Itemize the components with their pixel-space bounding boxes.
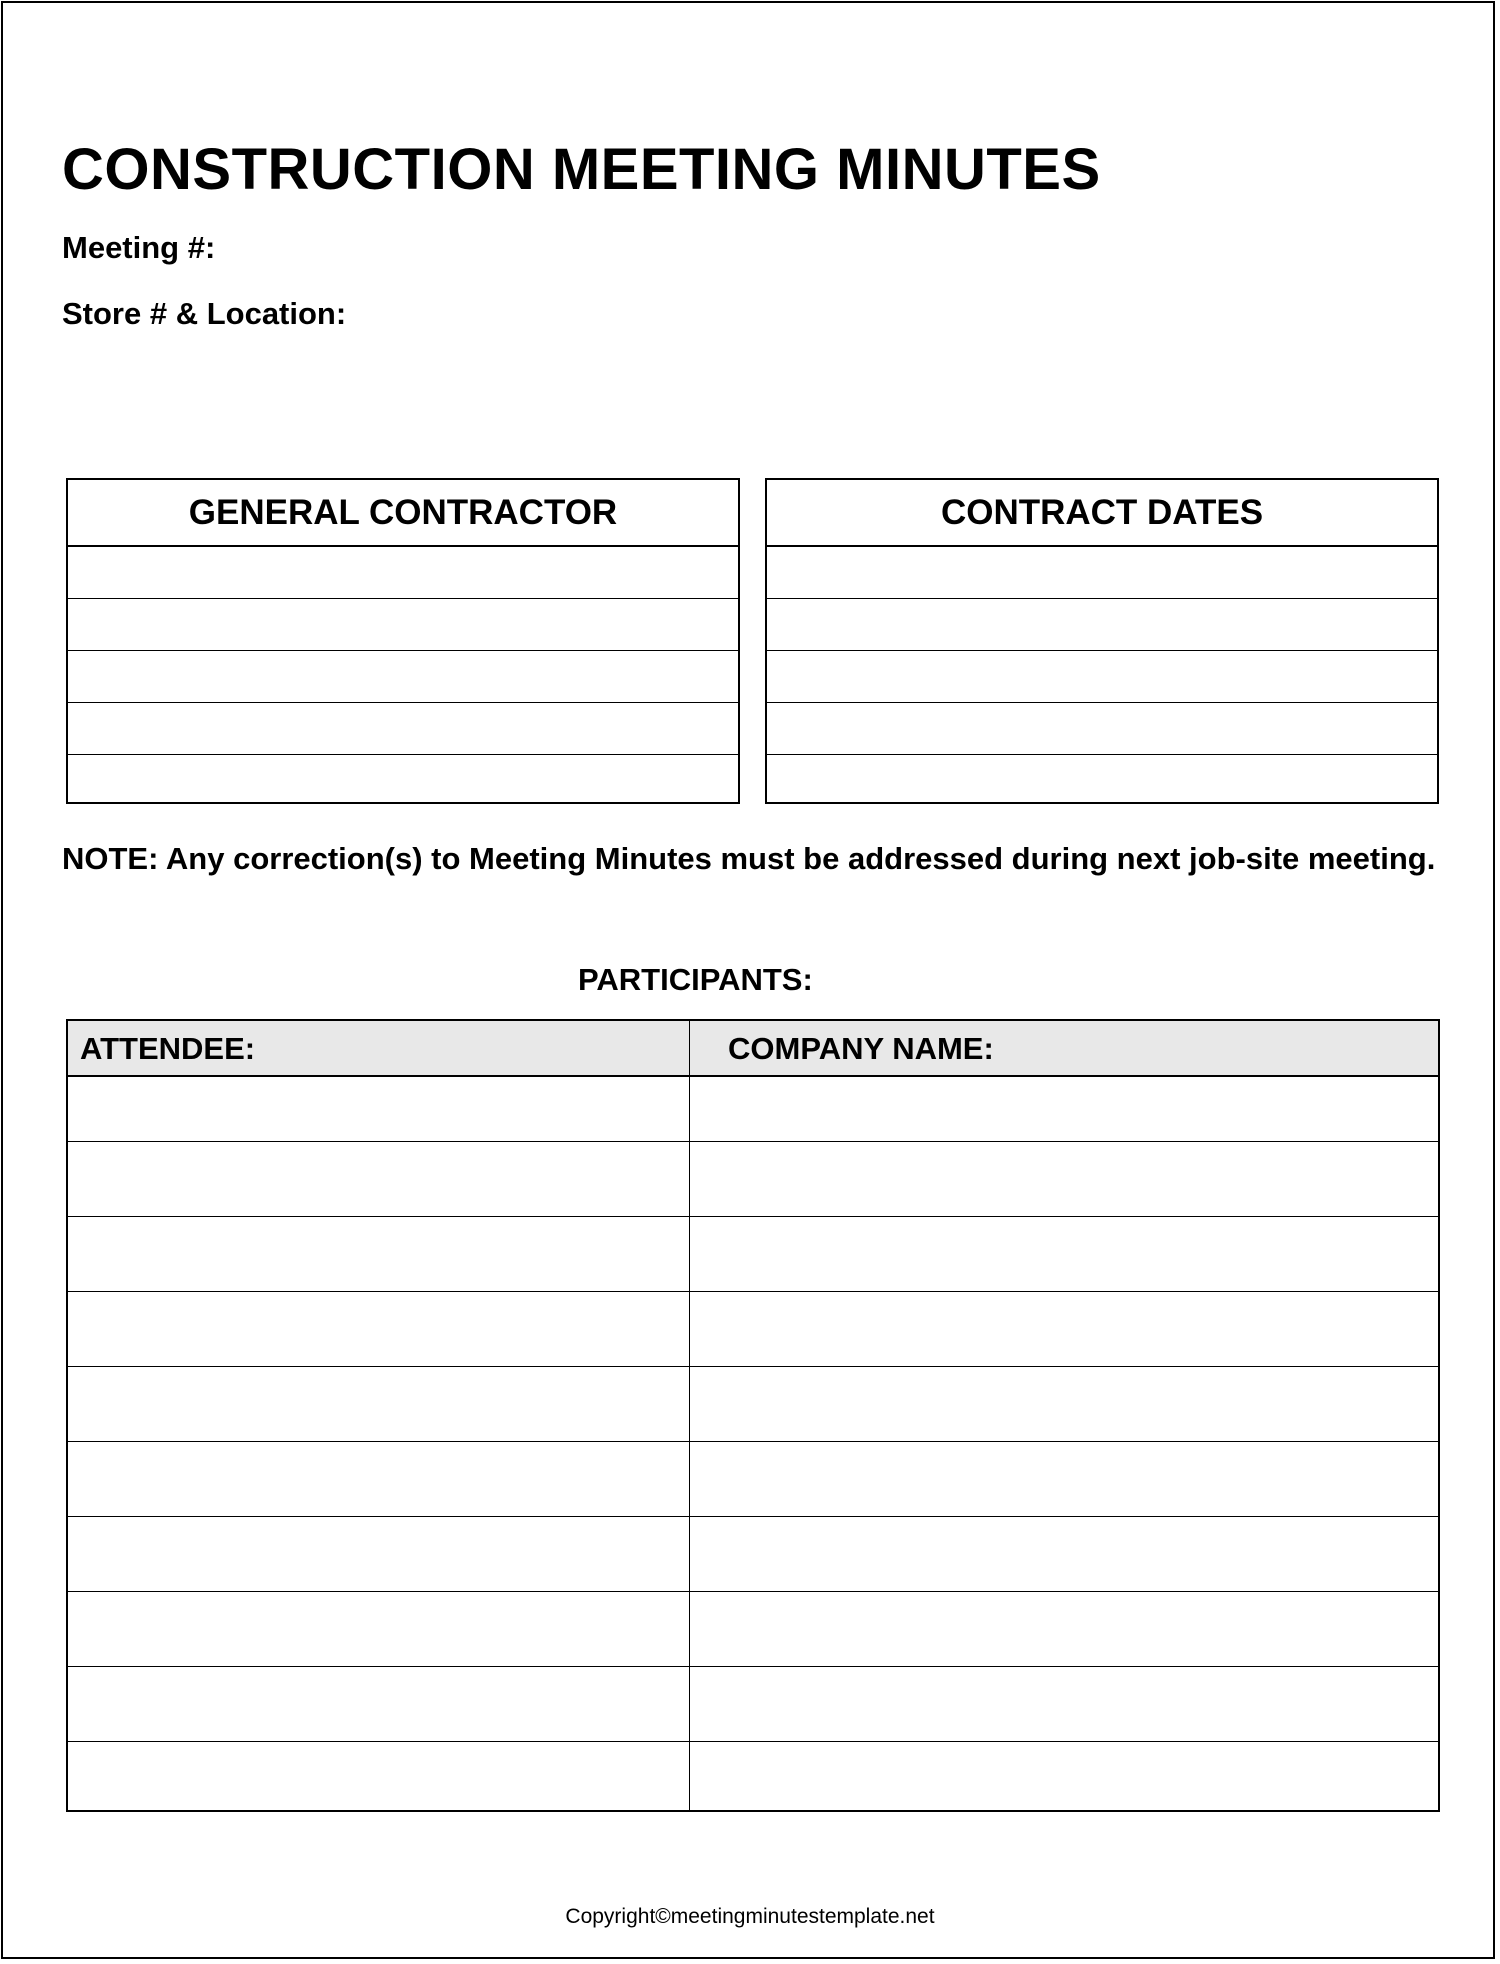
attendee-cell[interactable] [68, 1367, 690, 1441]
general-contractor-heading: GENERAL CONTRACTOR [68, 480, 738, 547]
table-row [68, 1592, 1438, 1667]
company-name-cell[interactable] [690, 1292, 1438, 1366]
contract-dates-row[interactable] [767, 703, 1437, 755]
company-name-cell[interactable] [690, 1592, 1438, 1666]
participants-header-row [68, 1021, 1438, 1077]
general-contractor-table [66, 478, 740, 804]
participants-table [66, 1019, 1440, 1812]
attendee-cell[interactable] [68, 1742, 690, 1810]
company-name-cell[interactable] [690, 1367, 1438, 1441]
page-title: CONSTRUCTION MEETING MINUTES [62, 137, 1101, 202]
company-name-cell[interactable] [690, 1077, 1438, 1141]
attendee-cell[interactable] [68, 1592, 690, 1666]
attendee-column-header: ATTENDEE: [68, 1021, 690, 1075]
corrections-note: NOTE: Any correction(s) to Meeting Minutes must be addressed during next job-site meeting. [62, 841, 1436, 876]
meeting-number-label: Meeting #: [62, 230, 216, 265]
company-name-column-header: COMPANY NAME: [728, 1031, 994, 1066]
attendee-cell[interactable] [68, 1292, 690, 1366]
general-contractor-row[interactable] [68, 755, 738, 807]
table-row [68, 1367, 1438, 1442]
company-name-cell[interactable] [690, 1517, 1438, 1591]
general-contractor-row[interactable] [68, 651, 738, 703]
participants-heading: PARTICIPANTS: [578, 962, 813, 997]
general-contractor-row[interactable] [68, 703, 738, 755]
attendee-cell[interactable] [68, 1077, 690, 1141]
table-row [68, 1217, 1438, 1292]
company-name-cell[interactable] [690, 1217, 1438, 1291]
company-name-cell[interactable] [690, 1667, 1438, 1741]
company-name-cell[interactable] [690, 1742, 1438, 1810]
contract-dates-row[interactable] [767, 755, 1437, 807]
contract-dates-row[interactable] [767, 547, 1437, 599]
table-row [68, 1442, 1438, 1517]
attendee-cell[interactable] [68, 1517, 690, 1591]
company-name-cell[interactable] [690, 1142, 1438, 1216]
contract-dates-heading: CONTRACT DATES [767, 480, 1437, 547]
table-row [68, 1742, 1438, 1810]
attendee-cell[interactable] [68, 1442, 690, 1516]
copyright-footer: Copyright©meetingminutestemplate.net [565, 1905, 935, 1928]
store-location-label: Store # & Location: [62, 296, 347, 331]
table-row [68, 1292, 1438, 1367]
attendee-cell[interactable] [68, 1667, 690, 1741]
contract-dates-table [765, 478, 1439, 804]
attendee-cell[interactable] [68, 1217, 690, 1291]
table-row [68, 1077, 1438, 1142]
contract-dates-row[interactable] [767, 599, 1437, 651]
table-row [68, 1517, 1438, 1592]
table-row [68, 1667, 1438, 1742]
attendee-cell[interactable] [68, 1142, 690, 1216]
table-row [68, 1142, 1438, 1217]
contract-dates-row[interactable] [767, 651, 1437, 703]
company-name-cell[interactable] [690, 1442, 1438, 1516]
general-contractor-row[interactable] [68, 599, 738, 651]
general-contractor-row[interactable] [68, 547, 738, 599]
